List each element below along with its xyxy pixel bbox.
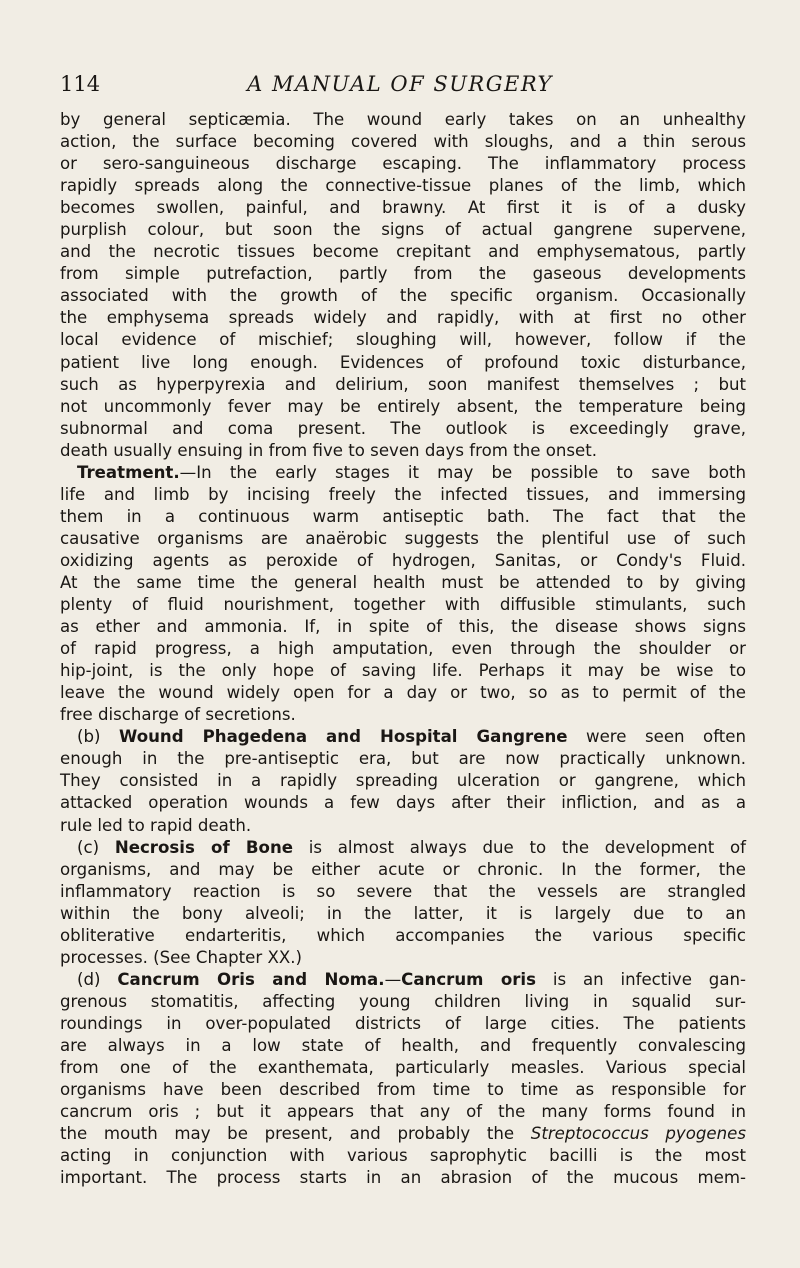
line-text: action, the surface becoming covered with sloughs, and a thin serous <box>60 132 746 152</box>
line-text: free discharge of secretions. <box>60 705 296 725</box>
bold-heading: Necrosis of Bone <box>114 837 294 857</box>
line-text: patient live long enough. Evidences of profound toxic disturbance, <box>60 352 746 372</box>
dash: — <box>384 969 402 989</box>
text-line <box>60 131 746 153</box>
text-line <box>60 197 746 219</box>
line-text: leave the wound widely open for a day or two, so as to permit of the <box>60 683 746 703</box>
text-line <box>60 903 746 925</box>
line-text: not uncommonly fever may be entirely absent, the temperature being <box>60 396 746 416</box>
text-line <box>60 219 746 241</box>
italic-term: Streptococcus pyogenes <box>530 1124 746 1144</box>
text-line <box>60 572 746 594</box>
line-text: death usually ensuing in from five to seven days from the onset. <box>60 440 597 460</box>
text-line <box>60 440 746 462</box>
bold-heading: Cancrum Oris and Noma. <box>117 969 385 989</box>
text-line <box>60 792 746 814</box>
running-header <box>60 72 740 102</box>
text-line <box>60 506 746 528</box>
line-text: —In the early stages it may be possible to save both <box>179 462 746 482</box>
line-text: such as hyperpyrexia and delirium, soon manifest themselves ; but <box>60 374 746 394</box>
text-line <box>60 175 746 197</box>
text-line <box>60 770 746 792</box>
line-text: the mouth may be present, and probably the <box>60 1124 531 1144</box>
list-marker: (c) <box>77 837 115 857</box>
line-text: acting in conjunction with various saprophytic bacilli is the most <box>60 1146 746 1166</box>
line-text: purplish colour, but soon the signs of actual gangrene supervene, <box>60 220 746 240</box>
text-line <box>60 594 746 616</box>
text-line <box>60 1101 746 1123</box>
text-line <box>60 550 746 572</box>
text-line <box>60 153 746 175</box>
line-text: subnormal and coma present. The outlook is exceedingly grave, <box>60 418 746 438</box>
line-text: of rapid progress, a high amputation, even through the shoulder or <box>60 639 746 659</box>
text-line <box>60 396 746 418</box>
line-text: is almost always due to the development of <box>293 837 746 857</box>
text-line <box>60 462 746 484</box>
line-text: life and limb by incising freely the infected tissues, and immersing <box>60 484 746 504</box>
line-text: processes. (See Chapter XX.) <box>60 947 302 967</box>
text-line <box>60 815 746 837</box>
text-line <box>60 991 746 1013</box>
line-text: obliterative endarteritis, which accompanies the various specific <box>60 925 746 945</box>
line-text: important. The process starts in an abrasion of the mucous mem- <box>60 1168 746 1188</box>
text-line <box>60 881 746 903</box>
line-text: is an infective gan- <box>535 969 746 989</box>
line-text: organisms, and may be either acute or chronic. In the former, the <box>60 859 746 879</box>
text-line <box>60 374 746 396</box>
line-text: the emphysema spreads widely and rapidly, with at first no other <box>60 308 746 328</box>
text-line <box>60 726 746 748</box>
line-text: as ether and ammonia. If, in spite of this, the disease shows signs <box>60 617 746 637</box>
line-text: enough in the pre-antiseptic era, but are now practically unknown. <box>60 749 746 769</box>
line-text: plenty of fluid nourishment, together with diffusible stimulants, such <box>60 595 746 615</box>
text-line <box>60 241 746 263</box>
text-line <box>60 660 746 682</box>
line-text: rapidly spreads along the connective-tissue planes of the limb, which <box>60 176 746 196</box>
line-text: roundings in over-populated districts of large cities. The patients <box>60 1013 746 1033</box>
page-number: 114 <box>60 72 101 96</box>
body-text <box>60 109 746 1189</box>
text-line <box>60 859 746 881</box>
bold-heading: Wound Phagedena and Hospital Gangrene <box>118 727 568 747</box>
line-text: were seen often <box>567 727 746 747</box>
line-text: attacked operation wounds a few days after their infliction, and as a <box>60 793 746 813</box>
line-text: rule led to rapid death. <box>60 815 252 835</box>
text-line <box>60 1167 746 1189</box>
text-line <box>60 329 746 351</box>
line-text: local evidence of mischief; sloughing will, however, follow if the <box>60 330 746 350</box>
line-text: associated with the growth of the specific organism. Occasionally <box>60 286 746 306</box>
line-text: hip-joint, is the only hope of saving life. Perhaps it may be wise to <box>60 661 746 681</box>
line-text: organisms have been described from time to time as responsible for <box>60 1080 746 1100</box>
text-line <box>60 285 746 307</box>
text-line <box>60 263 746 285</box>
line-text: grenous stomatitis, affecting young children living in squalid sur- <box>60 991 746 1011</box>
line-text: are always in a low state of health, and frequently convalescing <box>60 1035 746 1055</box>
text-line <box>60 307 746 329</box>
list-marker: (b) <box>77 727 119 747</box>
text-line <box>60 1035 746 1057</box>
line-text: oxidizing agents as peroxide of hydrogen, Sanitas, or Condy's Fluid. <box>60 550 746 570</box>
text-line <box>60 704 746 726</box>
text-line <box>60 925 746 947</box>
line-text: causative organisms are anaërobic suggests the plentiful use of such <box>60 528 746 548</box>
text-line <box>60 947 746 969</box>
line-text: or sero-sanguineous discharge escaping. The inflammatory process <box>60 154 746 174</box>
text-line <box>60 1057 746 1079</box>
line-text: by general septicæmia. The wound early takes on an unhealthy <box>60 110 746 129</box>
line-text: them in a continuous warm antiseptic bath. The fact that the <box>60 506 746 526</box>
text-line <box>60 616 746 638</box>
text-line <box>60 418 746 440</box>
line-text: At the same time the general health must be attended to by giving <box>60 572 746 592</box>
text-line <box>60 1123 746 1145</box>
text-line <box>60 109 746 131</box>
text-line <box>60 484 746 506</box>
bold-heading: Treatment. <box>77 462 180 482</box>
bold-term: Cancrum oris <box>401 969 536 989</box>
line-text: They consisted in a rapidly spreading ulceration or gangrene, which <box>60 771 746 791</box>
text-line <box>60 837 746 859</box>
text-line <box>60 528 746 550</box>
line-text: within the bony alveoli; in the latter, it is largely due to an <box>60 903 746 923</box>
list-marker: (d) <box>77 969 118 989</box>
text-line <box>60 1013 746 1035</box>
text-line <box>60 682 746 704</box>
line-text: from simple putrefaction, partly from the gaseous developments <box>60 264 746 284</box>
line-text: from one of the exanthemata, particularly measles. Various special <box>60 1058 746 1078</box>
running-title: A MANUAL OF SURGERY <box>247 72 553 96</box>
text-line <box>60 969 746 991</box>
text-line <box>60 638 746 660</box>
text-line <box>60 1079 746 1101</box>
line-text: inflammatory reaction is so severe that the vessels are strangled <box>60 881 746 901</box>
line-text: becomes swollen, painful, and brawny. At first it is of a dusky <box>60 198 746 218</box>
line-text: cancrum oris ; but it appears that any of the many forms found in <box>60 1102 746 1122</box>
text-line <box>60 352 746 374</box>
line-text: and the necrotic tissues become crepitant and emphysematous, partly <box>60 242 746 262</box>
text-line <box>60 748 746 770</box>
text-line <box>60 1145 746 1167</box>
